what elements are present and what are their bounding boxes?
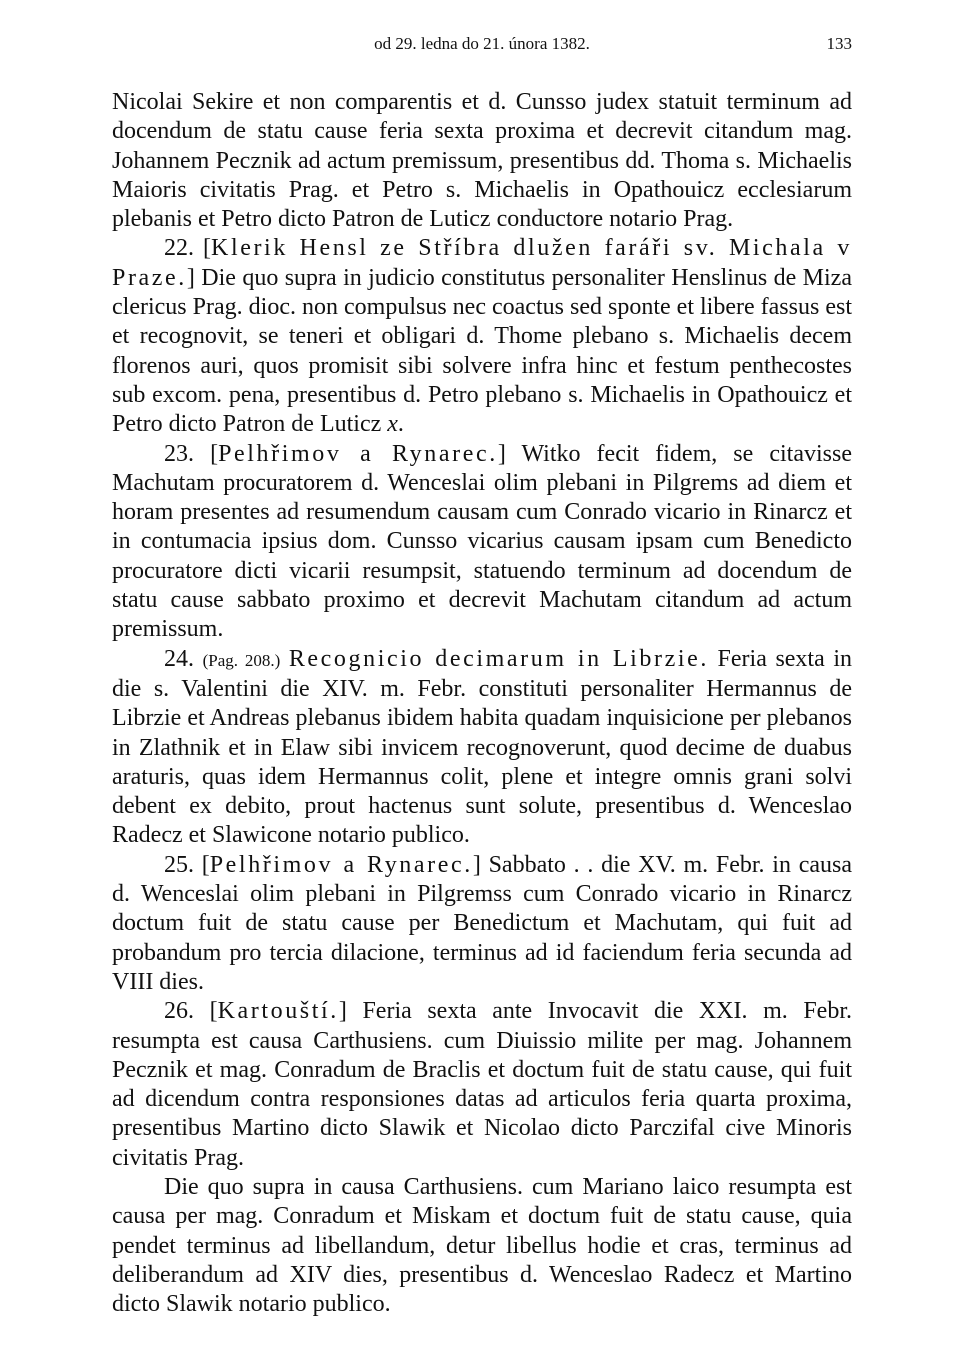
paragraph <box>112 997 852 1173</box>
text-run: Feria sexta in die s. Valentini die XIV. m. Febr. constituti personaliter Hermannus de Librzie et Andreas plebanus ibidem habita quadam inquisicione per plebanos in Zlathnik et in Elaw sibi invicem recognoverunt, quod decime de duabus araturis, quas idem Hermannus colit, plene et integre omnis grani solvi debent ex debito, prout hactenus sunt solute, presentibus d. Wenceslao Radecz et Slawicone notario publico. <box>112 645 852 849</box>
spaced-heading: Kartouští. <box>217 998 339 1025</box>
spaced-heading: Recognicio decimarum in Librzie. <box>288 645 709 672</box>
paragraph <box>112 645 852 851</box>
spaced-heading: Klerik Hensl ze Stříbra dlužen faráři sv. Michala v Praze. <box>112 235 852 291</box>
page-reference: (Pag. 208.) <box>202 650 281 670</box>
text-run: 22. [ <box>164 235 212 262</box>
spaced-heading: Pelhřimov a Rynarec. <box>218 440 498 467</box>
page-number: 133 <box>826 34 852 53</box>
text-run: 26. [ <box>164 998 218 1025</box>
spaced-heading: Pelhřimov a Rynarec. <box>209 851 473 878</box>
body-text <box>112 88 852 1319</box>
running-header <box>112 34 852 62</box>
text-run: Die quo supra in causa Carthusiens. cum Mariano laico resumpta est causa per mag. Conradum et Miskam et doctum fuit de statu cause, quia pendet terminus ad libellandum, detur libellus hodie et cras, terminus ad deliberandum ad XIV dies, presentibus d. Wenceslao Radecz et Martino dicto Slawik notario publico. <box>112 1173 852 1318</box>
header-title: od 29. ledna do 21. února 1382. <box>374 34 590 53</box>
text-run: 25. [ <box>164 851 210 878</box>
text-run: Nicolai Sekire et non comparentis et d. Cunsso judex statuit terminum ad docendum de statu cause feria sexta proxima et decrevit citandum mag. Johannem Pecznik ad actum premissum, presentibus dd. Thoma s. Michaelis Maioris civitatis Prag. et Petro s. Michaelis in Opathouicz ecclesiarum plebanis et Petro dicto Patron de Luticz conductore notario Prag. <box>112 89 852 233</box>
text-run <box>280 646 289 672</box>
text-run: x <box>387 411 398 438</box>
text-run: ] Sabbato . . die XV. m. Febr. in causa d. Wenceslai olim plebani in Pilgremss cum Conrado vicario in Rinarcz doctum fuit de statu cause per Benedictum et Machutam, qui fuit ad probandum pro tercia dilacione, terminus ad id faciendum feria secunda ad VIII dies. <box>112 851 852 995</box>
text-run: 23. [ <box>164 440 219 467</box>
text-run: . <box>397 411 404 438</box>
paragraph <box>112 851 852 997</box>
paragraph <box>112 440 852 645</box>
paragraph <box>112 234 852 439</box>
text-run: ] Die quo supra in judicio constitutus personaliter Henslinus de Miza clericus Prag. dioc. non compulsus nec coactus sed sponte et libere fassus est et recognovit, se teneri et obligari d. Thome plebano s. Michaelis decem florenos auri, quos promisit sibi solvere infra hinc et festum penthecostes sub excom. pena, presentibus d. Petro plebano s. Michaelis in Opathouicz et Petro dicto Patron de Luticz <box>112 264 852 438</box>
text-run: ] Feria sexta ante Invocavit die XXI. m. Febr. resumpta est causa Carthusiens. cum Diuissio milite per mag. Johannem Pecznik et mag. Conradum de Braclis et doctum fuit de statu cause, qui fuit ad dicendum contra responsiones datas ad articulos feria quarta proxima, presentibus Martino dicto Slawik et Nicolao dicto Parczifal cive Minoris civitatis Prag. <box>112 998 852 1171</box>
text-run: 24. <box>164 645 203 672</box>
paragraph <box>112 1173 852 1319</box>
paragraph <box>112 88 852 234</box>
text-run: ] Witko fecit fidem, se citavisse Machutam procuratorem d. Wenceslai olim plebani in Pilgrems ad diem et horam presentes ad resumendum causam cum Conrado vicario in Rinarcz et in contumacia ipsius dom. Cunsso vicarius causam ipsam cum Benedicto procuratore dicti vicarii resumpsit, statuendo terminum ad docendum de statu cause sabbato proximo et decrevit Machutam citandum ad actum premissum. <box>112 440 852 643</box>
